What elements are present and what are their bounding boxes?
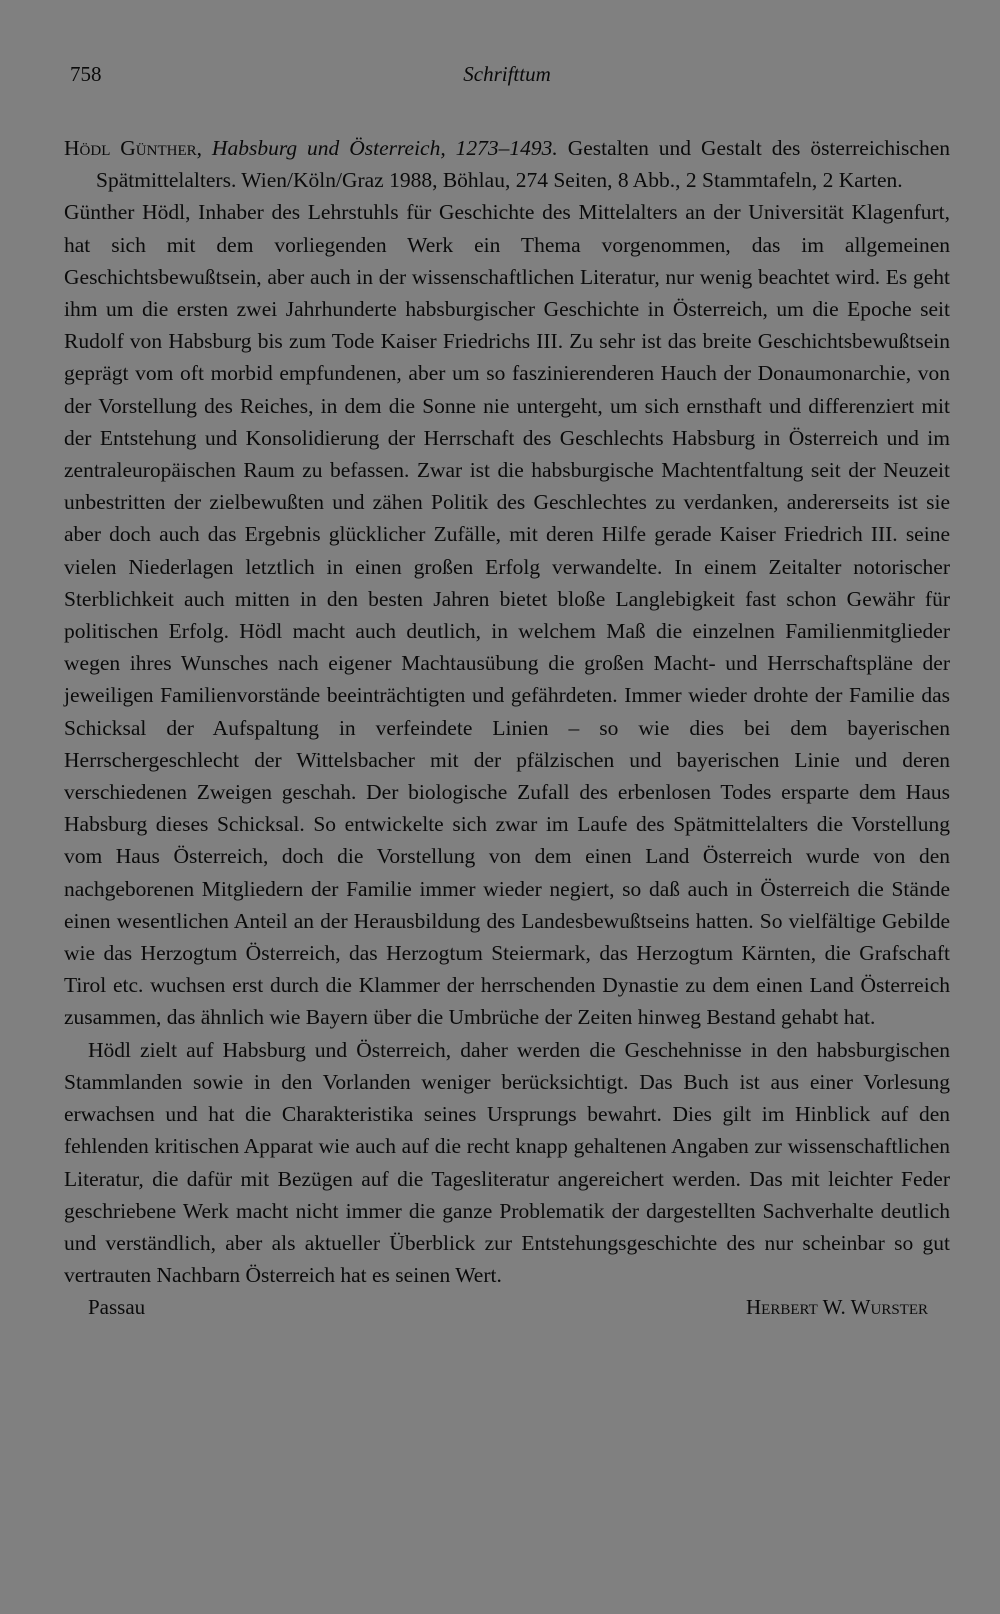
- book-title: Habsburg und Österreich, 1273–1493.: [211, 136, 558, 160]
- bibliographic-details: Gestalten und Gestalt des österreichischen Spätmittelalters. Wien/Köln/Graz 1988, Böhlau, 274 Seiten, 8 Abb., 2 Stammtafeln, 2 Karten.: [96, 136, 951, 193]
- book-author: Hödl Günther,: [64, 136, 202, 160]
- page-number: 758: [70, 62, 102, 86]
- review-paragraph-2: Hödl zielt auf Habsburg und Österreich, daher werden die Geschehnisse in den habsburgischen Stammlanden sowie in den Vorlanden weniger berücksichtigt. Das Buch ist aus einer Vorlesung erwachsen und hat die Charakteristika seines Ursprungs bewahrt. Dies gilt im Hinblick auf den fehlenden kritischen Apparat wie auch auf die recht knapp gehaltenen Angaben zur wissenschaftlichen Literatur, die dafür mit Bezügen auf die Tagesliteratur angereichert werden. Das mit leichter Feder geschriebene Werk macht nicht immer die ganze Problematik der dargestellten Sachverhalte deutlich und verständlich, aber als aktueller Überblick zur Entstehungsgeschichte des nur scheinbar so gut vertrauten Nachbarn Österreich hat es seinen Wert.: [64, 1037, 950, 1288]
- citation: [64, 132, 950, 196]
- running-title: Schrifttum: [463, 62, 551, 86]
- document-page: [64, 58, 950, 1323]
- reviewer-name: Herbert W. Wurster: [746, 1295, 928, 1320]
- review-place: Passau: [88, 1295, 146, 1320]
- running-head: [64, 58, 950, 94]
- review-signature: [64, 1291, 950, 1323]
- review-paragraph-1: Günther Hödl, Inhaber des Lehrstuhls für Geschichte des Mittelalters an der Universität Klagenfurt, hat sich mit dem vorliegenden Werk ein Thema vorgenommen, das im allgemeinen Geschichtsbewußtsein, aber auch in der wissenschaftlichen Literatur, nur wenig beachtet wird. Es geht ihm um die ersten zwei Jahrhunderte habsburgischer Geschichte in Österreich, um die Epoche seit Rudolf von Habsburg bis zum Tode Kaiser Friedrichs III. Zu sehr ist das breite Geschichtsbewußtsein geprägt vom oft morbid empfundenen, aber um so faszinierenderen Hauch der Donaumonarchie, von der Vorstellung des Reiches, in dem die Sonne nie untergeht, um sich ernsthaft und differenziert mit der Entstehung und Konsolidierung der Herrschaft des Geschlechts Habsburg in Österreich und im zentraleuropäischen Raum zu befassen. Zwar ist die habsburgische Machtentfaltung seit der Neuzeit unbestritten der zielbewußten und zähen Politik des Geschlechtes zu verdanken, andererseits ist sie aber doch auch das Ergebnis glücklicher Zufälle, mit deren Hilfe gerade Kaiser Friedrich III. seine vielen Niederlagen letztlich in einen großen Erfolg verwandelte. In einem Zeitalter notorischer Sterblichkeit auch mitten in den besten Jahren bietet bloße Langlebigkeit fast schon Gewähr für politischen Erfolg. Hödl macht auch deutlich, in welchem Maß die einzelnen Familienmitglieder wegen ihres Wunsches nach eigener Machtausübung die großen Macht- und Herrschaftspläne der jeweiligen Familienvorstände beeinträchtigten und gefährdeten. Immer wieder drohte der Familie das Schicksal der Aufspaltung in verfeindete Linien – so wie dies bei dem bayerischen Herrschergeschlecht der Wittelsbacher mit der pfälzischen und bayerischen Linie und deren verschiedenen Zweigen geschah. Der biologische Zufall des erbenlosen Todes ersparte dem Haus Habsburg dieses Schicksal. So entwickelte sich zwar im Laufe des Spätmittelalters die Vorstellung vom Haus Österreich, doch die Vorstellung von dem einen Land Österreich wurde von den nachgeborenen Mitgliedern der Familie immer wieder negiert, so daß auch in Österreich die Stände einen wesentlichen Anteil an der Herausbildung des Landesbewußtseins hatten. So vielfältige Gebilde wie das Herzogtum Österreich, das Herzogtum Steiermark, das Herzogtum Kärnten, die Grafschaft Tirol etc. wuchsen erst durch die Klammer der herrschenden Dynastie zu dem einen Land Österreich zusammen, das ähnlich wie Bayern über die Umbrüche der Zeiten hinweg Bestand gehabt hat.: [64, 200, 950, 1030]
- review-entry: [64, 132, 950, 1323]
